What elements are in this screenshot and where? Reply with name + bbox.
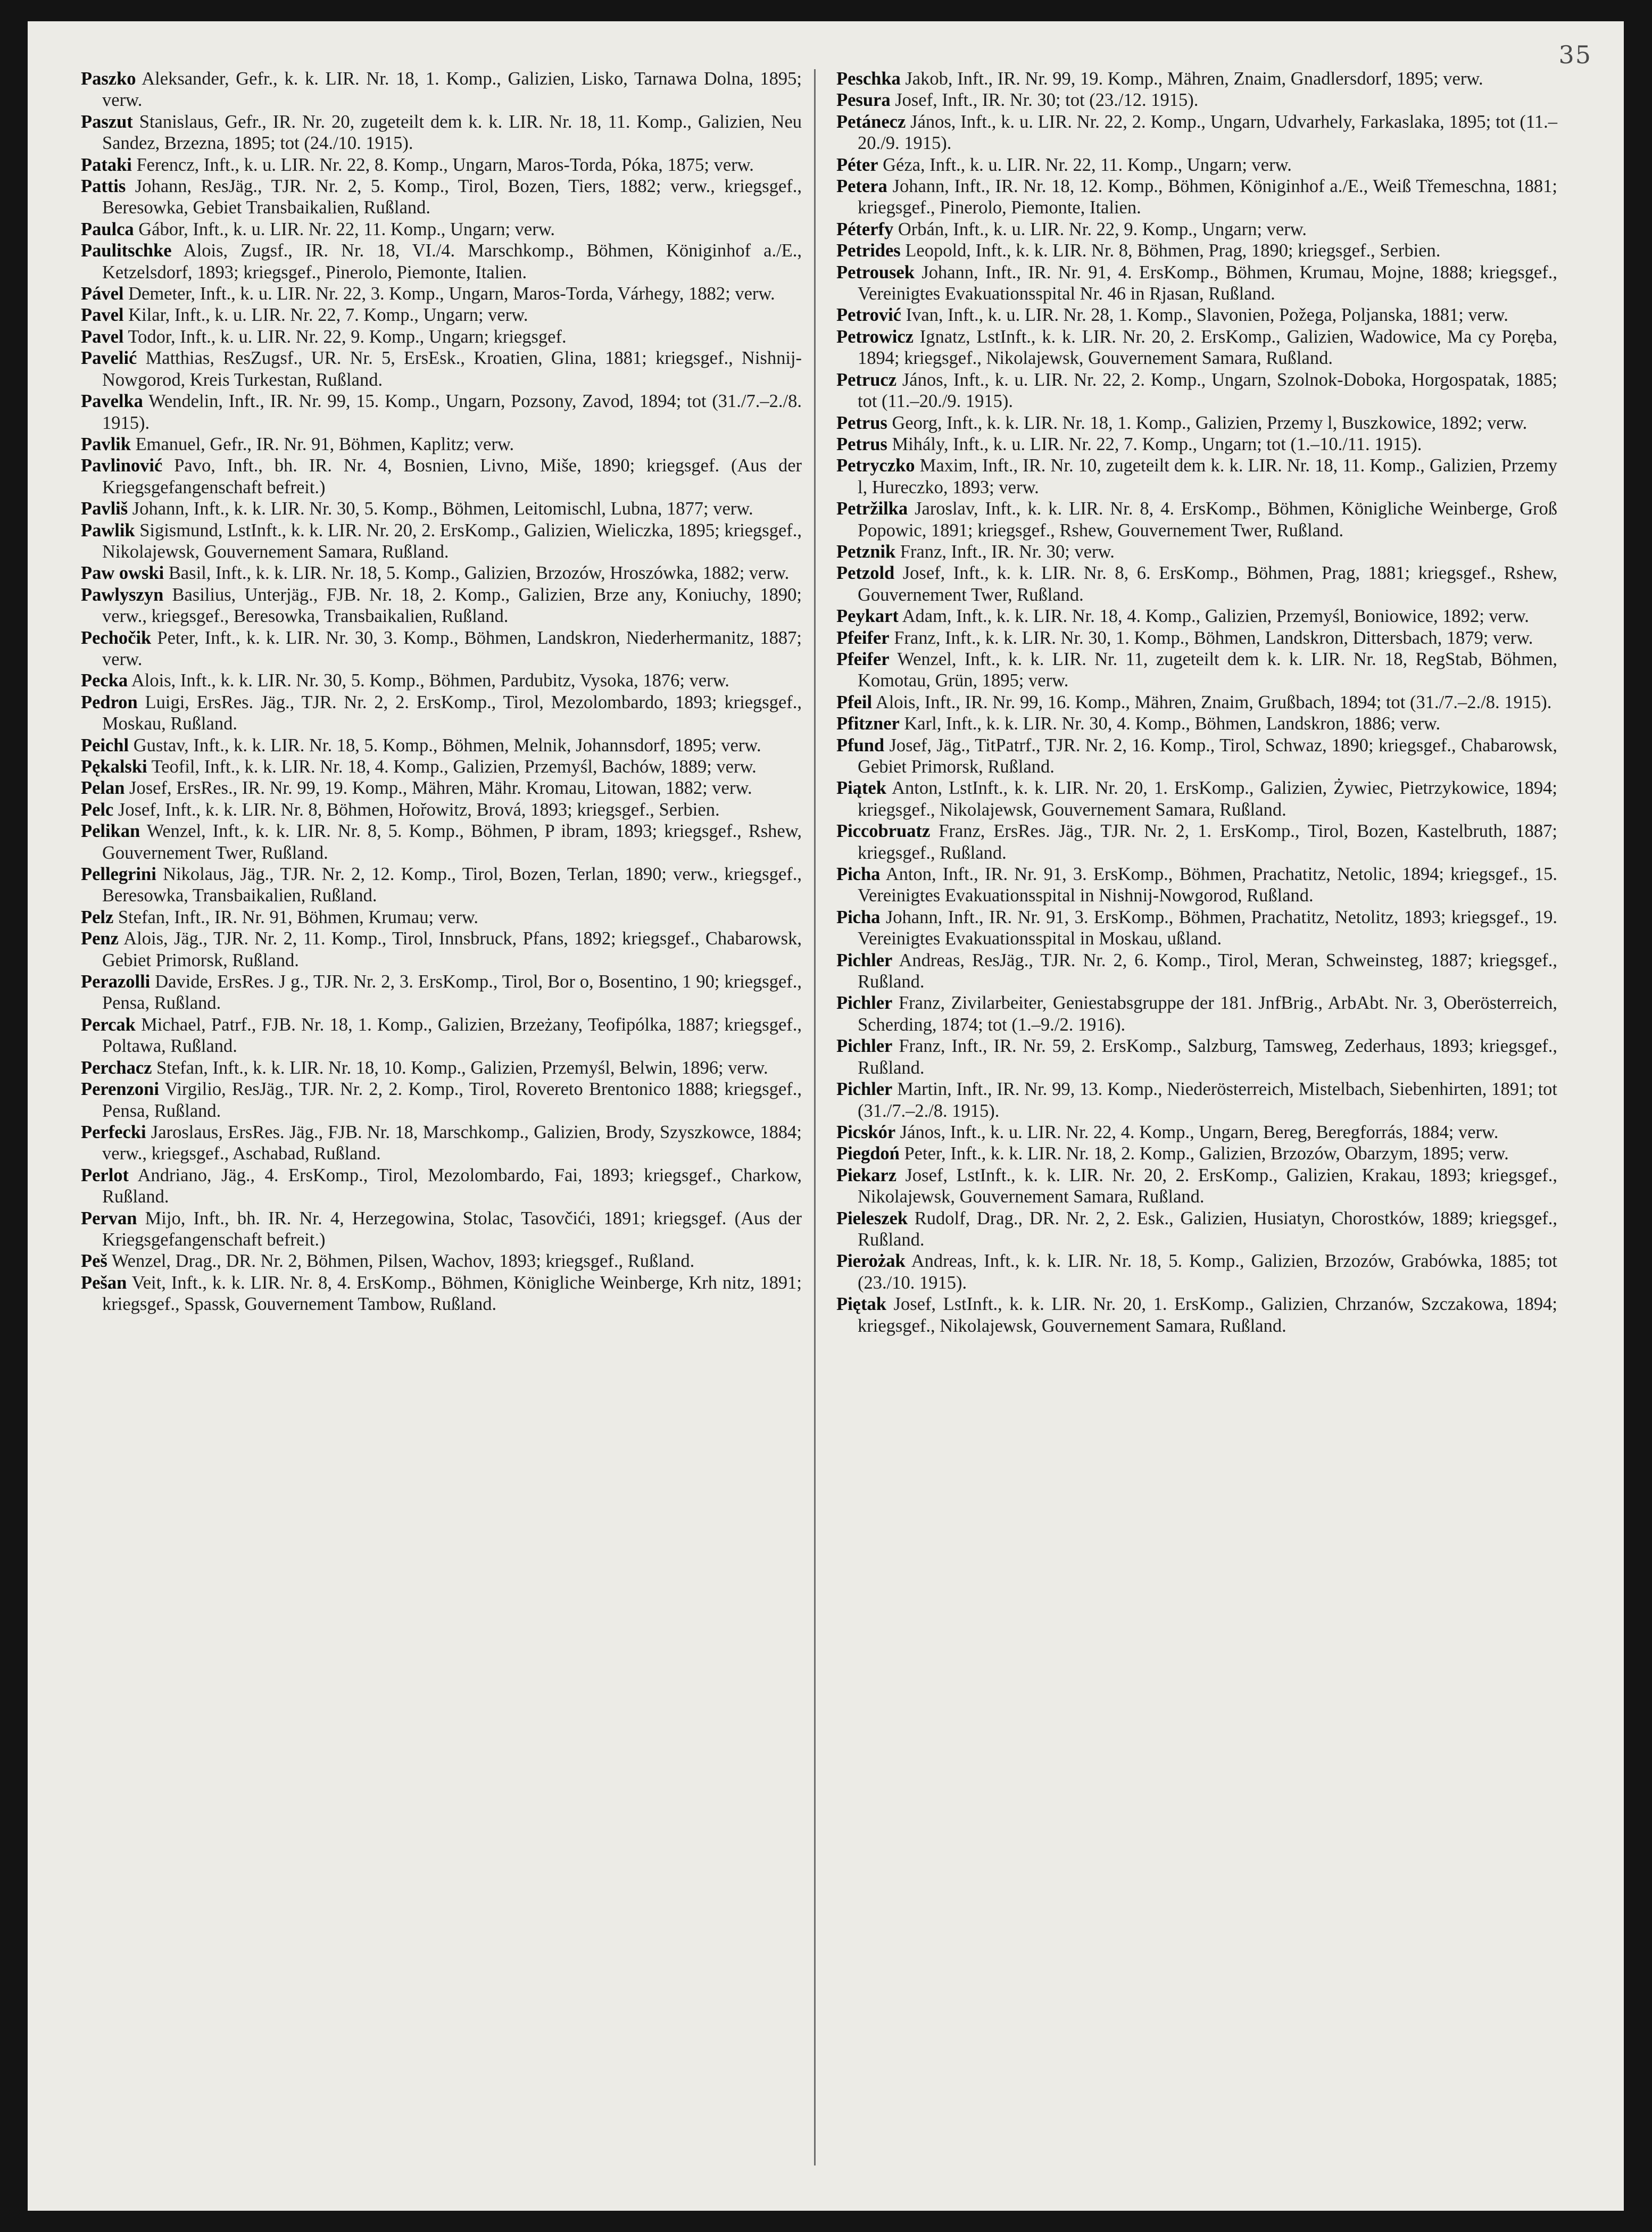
list-item	[81, 154, 802, 176]
list-item	[81, 1078, 802, 1122]
list-item	[81, 820, 802, 864]
entry-details: Gábor, Inft., k. u. LIR. Nr. 22, 11. Komp., Ungarn; verw.	[138, 219, 555, 239]
entry-details: János, Inft., k. u. LIR. Nr. 22, 2. Komp., Ungarn, Szolnok-Doboka, Horgospatak, 1885; tot (11.–20./9. 1915).	[858, 369, 1558, 412]
entry-details: Johann, Inft., IR. Nr. 91, 4. ErsKomp., Böhmen, Krumau, Mojne, 1888; kriegsgef., Vereinigtes Evakuationsspital Nr. 46 in Rjasan, Rußland.	[858, 262, 1558, 304]
page-number: 35	[1558, 40, 1592, 69]
list-item	[81, 455, 802, 498]
entry-surname: Pavel	[81, 326, 124, 347]
entry-surname: Pešan	[81, 1272, 127, 1293]
list-item	[836, 649, 1557, 692]
list-item	[81, 928, 802, 971]
entry-details: Aleksander, Gefr., k. k. LIR. Nr. 18, 1. Komp., Galizien, Lisko, Tarnawa Dolna, 1895; verw.	[102, 69, 802, 111]
entry-surname: Pichler	[836, 1036, 893, 1057]
list-item	[836, 412, 1557, 434]
entry-details: Franz, Inft., k. k. LIR. Nr. 30, 1. Komp., Böhmen, Landskron, Dittersbach, 1879; verw.	[894, 627, 1533, 648]
list-item	[81, 1208, 802, 1251]
entry-details: Pavo, Inft., bh. IR. Nr. 4, Bosnien, Livno, Miše, 1890; kriegsgef. (Aus der Kriegsgefangenschaft befreit.)	[102, 455, 802, 497]
entry-details: Wenzel, Drag., DR. Nr. 2, Böhmen, Pilsen, Wachov, 1893; kriegsgef., Rußland.	[111, 1251, 695, 1272]
entry-details: Peter, Inft., k. k. LIR. Nr. 30, 3. Komp., Böhmen, Landskron, Niederhermanitz, 1887; verw.	[102, 627, 802, 669]
entry-surname: Petzold	[836, 563, 895, 584]
entry-details: Alois, Jäg., TJR. Nr. 2, 11. Komp., Tirol, Innsbruck, Pfans, 1892; kriegsgef., Chabarowsk, Gebiet Primorsk, Rußland.	[102, 928, 802, 970]
entry-surname: Petržilka	[836, 499, 908, 519]
list-item	[81, 391, 802, 434]
list-item	[836, 950, 1557, 993]
entry-details: Kilar, Inft., k. u. LIR. Nr. 22, 7. Komp., Ungarn; verw.	[128, 305, 528, 326]
entry-details: Mijo, Inft., bh. IR. Nr. 4, Herzegowina, Stolac, Tasovčići, 1891; kriegsgef. (Aus der Kriegsgefangenschaft befreit.)	[102, 1208, 802, 1250]
entry-details: Ivan, Inft., k. u. LIR. Nr. 28, 1. Komp., Slavonien, Požega, Poljanska, 1881; verw.	[906, 305, 1508, 326]
list-item	[81, 971, 802, 1014]
entry-surname: Pichler	[836, 1079, 893, 1100]
entry-details: Teofil, Inft., k. k. LIR. Nr. 18, 4. Komp., Galizien, Przemyśl, Bachów, 1889; verw.	[151, 757, 757, 777]
entry-details: Alois, Inft., IR. Nr. 99, 16. Komp., Mähren, Znaim, Grußbach, 1894; tot (31./7.–2./8. 1915).	[875, 692, 1552, 712]
list-item	[836, 1293, 1557, 1337]
list-item	[836, 864, 1557, 907]
list-item	[836, 1078, 1557, 1122]
list-item	[836, 1250, 1557, 1293]
entry-surname: Pellegrini	[81, 864, 156, 885]
entry-surname: Pataki	[81, 154, 132, 175]
entry-surname: Perlot	[81, 1165, 129, 1185]
list-item	[81, 68, 802, 111]
entry-surname: Péter	[836, 154, 878, 175]
list-item	[81, 1014, 802, 1057]
entry-surname: Pavelić	[81, 348, 137, 369]
entry-details: Michael, Patrf., FJB. Nr. 18, 1. Komp., Galizien, Brzeżany, Teofipólka, 1887; kriegsgef., Poltawa, Rußland.	[102, 1014, 802, 1057]
list-item	[836, 692, 1557, 713]
entry-details: Davide, ErsRes. J g., TJR. Nr. 2, 3. ErsKomp., Tirol, Bor o, Bosentino, 1 90; kriegsgef., Pensa, Rußland.	[102, 972, 802, 1014]
entry-surname: Pelan	[81, 778, 125, 799]
entry-details: Josef, Inft., k. k. LIR. Nr. 8, Böhmen, Hořowitz, Brová, 1893; kriegsgef., Serbien.	[118, 799, 720, 820]
list-item	[836, 907, 1557, 950]
entry-details: Stefan, Inft., k. k. LIR. Nr. 18, 10. Komp., Galizien, Przemyśl, Belwin, 1896; verw.	[156, 1057, 768, 1078]
entry-details: Anton, LstInft., k. k. LIR. Nr. 20, 1. ErsKomp., Galizien, Żywiec, Pietrzykowice, 1894; kriegsgef., Nikolajewsk, Gouvernement Samara, Rußland.	[858, 778, 1557, 820]
entry-surname: Petrousek	[836, 262, 915, 283]
entry-details: Rudolf, Drag., DR. Nr. 2, 2. Esk., Galizien, Husiatyn, Chorostków, 1889; kriegsgef., Rußland.	[858, 1208, 1558, 1250]
entry-surname: Pavel	[81, 305, 124, 326]
entry-surname: Petrović	[836, 305, 901, 326]
entry-surname: Pecka	[81, 670, 128, 691]
list-item	[81, 756, 802, 777]
entry-details: Demeter, Inft., k. u. LIR. Nr. 22, 3. Komp., Ungarn, Maros-Torda, Várhegy, 1882; verw.	[128, 284, 775, 304]
list-item	[836, 1208, 1557, 1251]
list-item	[81, 347, 802, 391]
list-item	[81, 907, 802, 928]
entry-surname: Pavelka	[81, 391, 143, 412]
entry-details: Virgilio, ResJäg., TJR. Nr. 2, 2. Komp., Tirol, Rovereto Brentonico 1888; kriegsgef., Pensa, Rußland.	[102, 1079, 802, 1121]
entry-details: Ignatz, LstInft., k. k. LIR. Nr. 20, 2. ErsKomp., Galizien, Wadowice, Ma cy Poręba, 1894; kriegsgef., Nikolajewsk, Gouvernement Samara, Rußland.	[858, 326, 1557, 369]
list-item	[81, 520, 802, 563]
list-item	[836, 1035, 1557, 1078]
list-item	[836, 111, 1557, 154]
entry-details: Alois, Zugsf., IR. Nr. 18, VI./4. Marschkomp., Böhmen, Königinhof a./E., Ketzelsdorf, 1893; kriegsgef., Pinerolo, Piemonte, Italien.	[102, 240, 802, 283]
list-item	[81, 1122, 802, 1165]
entry-surname: Pavlik	[81, 434, 131, 454]
entry-details: Wenzel, Inft., k. k. LIR. Nr. 11, zugeteilt dem k. k. LIR. Nr. 18, RegStab, Böhmen, Komotau, Grün, 1895; verw.	[858, 649, 1557, 691]
list-item	[836, 1143, 1557, 1164]
entry-details: Karl, Inft., k. k. LIR. Nr. 30, 4. Komp., Böhmen, Landskron, 1886; verw.	[904, 713, 1441, 734]
entry-surname: Pesura	[836, 90, 891, 111]
entry-details: Andreas, ResJäg., TJR. Nr. 2, 6. Komp., Tirol, Meran, Schweinsteg, 1887; kriegsgef., Rußland.	[858, 950, 1557, 992]
list-item	[836, 369, 1557, 412]
entry-surname: Petrides	[836, 240, 901, 261]
entry-surname: Petrucz	[836, 369, 897, 390]
entry-details: Basilius, Unterjäg., FJB. Nr. 18, 2. Komp., Galizien, Brze any, Koniuchy, 1890; verw., kriegsgef., Beresowka, Transbaikalien, Rußland.	[102, 584, 802, 627]
entry-details: Stanislaus, Gefr., IR. Nr. 20, zugeteilt dem k. k. LIR. Nr. 18, 11. Komp., Galizien, Neu Sandez, Brzezna, 1895; tot (24./10. 1915).	[102, 111, 802, 154]
entry-details: Franz, Inft., IR. Nr. 59, 2. ErsKomp., Salzburg, Tamsweg, Zederhaus, 1893; kriegsgef., Rußland.	[858, 1036, 1557, 1078]
list-item	[81, 1250, 802, 1272]
entry-details: Maxim, Inft., IR. Nr. 10, zugeteilt dem k. k. LIR. Nr. 18, 11. Komp., Galizien, Przemy l, Hureczko, 1893; verw.	[858, 455, 1557, 497]
list-item	[836, 735, 1557, 778]
entry-surname: Pawlyszyn	[81, 584, 164, 605]
entry-surname: Perenzoni	[81, 1079, 159, 1100]
list-item	[836, 240, 1557, 261]
list-item	[836, 89, 1557, 111]
entry-details: Nikolaus, Jäg., TJR. Nr. 2, 12. Komp., Tirol, Bozen, Terlan, 1890; verw., kriegsgef., Beresowka, Transbaikalien, Rußland.	[102, 864, 802, 906]
list-item	[81, 434, 802, 455]
list-item	[81, 692, 802, 735]
entry-details: Leopold, Inft., k. k. LIR. Nr. 8, Böhmen, Prag, 1890; kriegsgef., Serbien.	[905, 240, 1441, 261]
entry-surname: Peš	[81, 1251, 107, 1272]
entry-details: Andriano, Jäg., 4. ErsKomp., Tirol, Mezolombardo, Fai, 1893; kriegsgef., Charkow, Rußland.	[102, 1165, 802, 1207]
entry-surname: Pedron	[81, 692, 138, 712]
entry-surname: Pfeifer	[836, 649, 890, 669]
entry-surname: Picha	[836, 864, 881, 885]
list-item	[836, 1122, 1557, 1143]
list-item	[81, 326, 802, 347]
entry-details: Peter, Inft., k. k. LIR. Nr. 18, 2. Komp., Galizien, Brzozów, Obarzym, 1895; verw.	[904, 1143, 1509, 1164]
list-item	[836, 434, 1557, 455]
entry-surname: Piccobruatz	[836, 821, 931, 842]
entry-details: Wenzel, Inft., k. k. LIR. Nr. 8, 5. Komp., Böhmen, P ibram, 1893; kriegsgef., Rshew, Gouvernement Twer, Rußland.	[102, 821, 802, 863]
entry-details: Basil, Inft., k. k. LIR. Nr. 18, 5. Komp., Galizien, Brzozów, Hroszówka, 1882; verw.	[168, 563, 790, 584]
list-item	[81, 240, 802, 283]
entry-details: Gustav, Inft., k. k. LIR. Nr. 18, 5. Komp., Böhmen, Melnik, Johannsdorf, 1895; verw.	[133, 735, 761, 756]
list-item	[81, 864, 802, 907]
list-item	[836, 68, 1557, 89]
list-item	[81, 1165, 802, 1208]
list-item	[81, 219, 802, 240]
entry-details: Martin, Inft., IR. Nr. 99, 13. Komp., Niederösterreich, Mistelbach, Siebenhirten, 1891; tot (31./7.–2./8. 1915).	[858, 1079, 1558, 1121]
entry-surname: Perazolli	[81, 972, 151, 992]
entry-surname: Piątek	[836, 778, 886, 799]
list-item	[836, 627, 1557, 649]
list-item	[81, 584, 802, 627]
list-item	[836, 176, 1557, 219]
entry-surname: Pechočik	[81, 627, 152, 648]
entry-details: Mihály, Inft., k. u. LIR. Nr. 22, 7. Komp., Ungarn; tot (1.–10./11. 1915).	[892, 434, 1422, 454]
entry-details: Franz, Zivilarbeiter, Geniestabsgruppe der 181. JnfBrig., ArbAbt. Nr. 3, Oberösterreich, Scherding, 1874; tot (1.–9./2. 1916).	[858, 993, 1558, 1035]
list-item	[81, 777, 802, 799]
entry-details: Orbán, Inft., k. u. LIR. Nr. 22, 9. Komp., Ungarn; verw.	[898, 219, 1307, 239]
entry-surname: Pelikan	[81, 821, 140, 842]
list-item	[836, 455, 1557, 498]
entry-details: Jaroslav, Inft., k. k. LIR. Nr. 8, 4. ErsKomp., Böhmen, Königliche Weinberge, Groß Popowic, 1891; kriegsgef., Rshew, Gouvernement Twer, Rußland.	[858, 499, 1557, 541]
entry-surname: Pichler	[836, 993, 893, 1014]
entry-surname: Peichl	[81, 735, 129, 756]
entry-surname: Paw owski	[81, 563, 164, 584]
list-item	[836, 713, 1557, 734]
entry-surname: Paulca	[81, 219, 134, 239]
document-page	[28, 21, 1624, 2211]
entry-surname: Peykart	[836, 606, 899, 627]
entry-details: Matthias, ResZugsf., UR. Nr. 5, ErsEsk., Kroatien, Glina, 1881; kriegsgef., Nishnij-Nowgorod, Kreis Turkestan, Rußland.	[102, 348, 802, 390]
entry-surname: Petrowicz	[836, 326, 914, 347]
right-column	[836, 68, 1557, 1337]
entry-details: Luigi, ErsRes. Jäg., TJR. Nr. 2, 2. ErsKomp., Tirol, Mezolombardo, 1893; kriegsgef., Moskau, Rußland.	[102, 692, 802, 734]
entry-surname: Pichler	[836, 950, 893, 970]
list-item	[81, 735, 802, 756]
list-item	[81, 283, 802, 304]
entry-details: Todor, Inft., k. u. LIR. Nr. 22, 9. Komp., Ungarn; kriegsgef.	[128, 326, 567, 347]
column-divider	[814, 69, 816, 2165]
entry-surname: Petrus	[836, 412, 887, 433]
list-item	[81, 562, 802, 584]
list-item	[836, 820, 1557, 864]
entry-details: Johann, Inft., IR. Nr. 91, 3. ErsKomp., Böhmen, Prachatitz, Netolitz, 1893; kriegsgef., 19. Vereinigtes Evakuationsspital in Moskau, ußland.	[858, 907, 1557, 949]
entry-surname: Percak	[81, 1014, 136, 1035]
entry-surname: Pfund	[836, 735, 885, 756]
list-item	[836, 262, 1557, 305]
entry-details: Josef, Inft., k. k. LIR. Nr. 8, 6. ErsKomp., Böhmen, Prag, 1881; kriegsgef., Rshew, Gouvernement Twer, Rußland.	[858, 563, 1557, 605]
entry-details: Franz, Inft., IR. Nr. 30; verw.	[900, 541, 1115, 562]
list-item	[836, 154, 1557, 176]
entry-surname: Pervan	[81, 1208, 137, 1229]
entry-surname: Piekarz	[836, 1165, 897, 1185]
entry-surname: Pelc	[81, 799, 114, 820]
entry-surname: Petánecz	[836, 111, 906, 132]
entry-details: Anton, Inft., IR. Nr. 91, 3. ErsKomp., Böhmen, Prachatitz, Netolic, 1894; kriegsgef., 15. Vereinigtes Evakuationsspital in Nishnij-Nowgorod, Rußland.	[858, 864, 1558, 906]
entry-details: Stefan, Inft., IR. Nr. 91, Böhmen, Krumau; verw.	[118, 907, 479, 927]
entry-details: Géza, Inft., k. u. LIR. Nr. 22, 11. Komp., Ungarn; verw.	[883, 154, 1292, 175]
entry-surname: Pękalski	[81, 757, 147, 777]
entry-details: Jakob, Inft., IR. Nr. 99, 19. Komp., Mähren, Znaim, Gnadlersdorf, 1895; verw.	[905, 69, 1483, 89]
entry-surname: Penz	[81, 928, 119, 949]
entry-surname: Pfeifer	[836, 627, 890, 648]
list-item	[836, 562, 1557, 605]
list-item	[81, 670, 802, 691]
entry-details: Adam, Inft., k. k. LIR. Nr. 18, 4. Komp., Galizien, Przemyśl, Boniowice, 1892; verw.	[902, 606, 1529, 627]
list-item	[836, 1165, 1557, 1208]
entry-surname: Petznik	[836, 541, 896, 562]
list-item	[81, 111, 802, 154]
list-item	[81, 1057, 802, 1078]
entry-details: Veit, Inft., k. k. LIR. Nr. 8, 4. ErsKomp., Böhmen, Königliche Weinberge, Krh nitz, 1891; kriegsgef., Spassk, Gouvernement Tambow, Rußland.	[102, 1272, 802, 1315]
list-item	[836, 992, 1557, 1035]
entry-details: Johann, Inft., k. k. LIR. Nr. 30, 5. Komp., Böhmen, Leitomischl, Lubna, 1877; verw.	[132, 499, 753, 519]
entry-surname: Petera	[836, 176, 887, 197]
entry-details: Josef, LstInft., k. k. LIR. Nr. 20, 2. ErsKomp., Galizien, Krakau, 1893; kriegsgef., Nikolajewsk, Gouvernement Samara, Rußland.	[858, 1165, 1557, 1207]
entry-surname: Piegdoń	[836, 1143, 900, 1164]
entry-surname: Paszko	[81, 69, 136, 89]
entry-surname: Pfitzner	[836, 713, 900, 734]
entry-surname: Picha	[836, 907, 881, 927]
list-item	[836, 541, 1557, 562]
list-item	[81, 627, 802, 670]
entry-details: János, Inft., k. u. LIR. Nr. 22, 4. Komp., Ungarn, Bereg, Beregforrás, 1884; verw.	[900, 1122, 1499, 1142]
list-item	[836, 777, 1557, 820]
entry-details: Josef, ErsRes., IR. Nr. 99, 19. Komp., Mähren, Mähr. Kromau, Litowan, 1882; verw.	[129, 778, 752, 799]
entry-details: Franz, ErsRes. Jäg., TJR. Nr. 2, 1. ErsKomp., Tirol, Bozen, Kastelbruth, 1887; kriegsgef., Rußland.	[858, 821, 1557, 863]
entry-details: Georg, Inft., k. k. LIR. Nr. 18, 1. Komp., Galizien, Przemy l, Buszkowice, 1892; verw.	[892, 412, 1528, 433]
entry-details: Sigismund, LstInft., k. k. LIR. Nr. 20, 2. ErsKomp., Galizien, Wieliczka, 1895; kriegsgef., Nikolajewsk, Gouvernement Samara, Rußland.	[102, 520, 802, 562]
entry-details: Josef, Jäg., TitPatrf., TJR. Nr. 2, 16. Komp., Tirol, Schwaz, 1890; kriegsgef., Chabarowsk, Gebiet Primorsk, Rußland.	[858, 735, 1557, 777]
entry-surname: Picskór	[836, 1122, 896, 1142]
entry-surname: Péterfy	[836, 219, 894, 239]
entry-details: Josef, LstInft., k. k. LIR. Nr. 20, 1. ErsKomp., Galizien, Chrzanów, Szczakowa, 1894; kriegsgef., Nikolajewsk, Gouvernement Samara, Rußland.	[858, 1294, 1558, 1336]
entry-surname: Pattis	[81, 176, 126, 197]
list-item	[836, 326, 1557, 369]
entry-surname: Peschka	[836, 69, 901, 89]
list-item	[81, 799, 802, 820]
entry-surname: Petryczko	[836, 455, 915, 476]
entry-surname: Pawlik	[81, 520, 135, 541]
entry-details: Johann, ResJäg., TJR. Nr. 2, 5. Komp., Tirol, Bozen, Tiers, 1882; verw., kriegsgef., Beresowka, Gebiet Transbaikalien, Rußland.	[102, 176, 802, 218]
entry-details: Ferencz, Inft., k. u. LIR. Nr. 22, 8. Komp., Ungarn, Maros-Torda, Póka, 1875; verw.	[136, 154, 754, 175]
list-item	[81, 176, 802, 219]
entry-surname: Pierożak	[836, 1251, 906, 1272]
list-item	[81, 304, 802, 326]
entry-surname: Perfecki	[81, 1122, 146, 1142]
entry-surname: Piętak	[836, 1294, 886, 1315]
entry-details: Wendelin, Inft., IR. Nr. 99, 15. Komp., Ungarn, Pozsony, Zavod, 1894; tot (31./7.–2./8. 1915).	[102, 391, 802, 433]
entry-details: Jaroslaus, ErsRes. Jäg., FJB. Nr. 18, Marschkomp., Galizien, Brody, Szyszkowce, 1884; verw., kriegsgef., Aschabad, Rußland.	[102, 1122, 802, 1164]
entry-surname: Pável	[81, 284, 124, 304]
entry-surname: Pavliš	[81, 499, 128, 519]
entry-surname: Pfeil	[836, 692, 873, 712]
list-item	[81, 498, 802, 519]
entry-surname: Pelz	[81, 907, 114, 927]
left-column	[81, 68, 802, 1315]
entry-details: Josef, Inft., IR. Nr. 30; tot (23./12. 1915).	[895, 90, 1199, 111]
entry-details: Emanuel, Gefr., IR. Nr. 91, Böhmen, Kaplitz; verw.	[135, 434, 514, 454]
list-item	[836, 605, 1557, 627]
list-item	[836, 219, 1557, 240]
entry-surname: Petrus	[836, 434, 887, 454]
entry-details: Alois, Inft., k. k. LIR. Nr. 30, 5. Komp., Böhmen, Pardubitz, Vysoka, 1876; verw.	[131, 670, 729, 691]
entry-surname: Paulitschke	[81, 240, 172, 261]
entry-surname: Perchacz	[81, 1057, 152, 1078]
entry-details: Johann, Inft., IR. Nr. 18, 12. Komp., Böhmen, Königinhof a./E., Weiß Třemeschna, 1881; kriegsgef., Pinerolo, Piemonte, Italien.	[858, 176, 1558, 218]
list-item	[81, 1272, 802, 1315]
entry-surname: Paszut	[81, 111, 133, 132]
entry-details: János, Inft., k. u. LIR. Nr. 22, 2. Komp., Ungarn, Udvarhely, Farkaslaka, 1895; tot (11.–20./9. 1915).	[858, 111, 1558, 154]
entry-details: Andreas, Inft., k. k. LIR. Nr. 18, 5. Komp., Galizien, Brzozów, Grabówka, 1885; tot (23./10. 1915).	[858, 1251, 1557, 1293]
entry-surname: Pieleszek	[836, 1208, 908, 1229]
list-item	[836, 304, 1557, 326]
entry-surname: Pavlinović	[81, 455, 163, 476]
list-item	[836, 498, 1557, 541]
